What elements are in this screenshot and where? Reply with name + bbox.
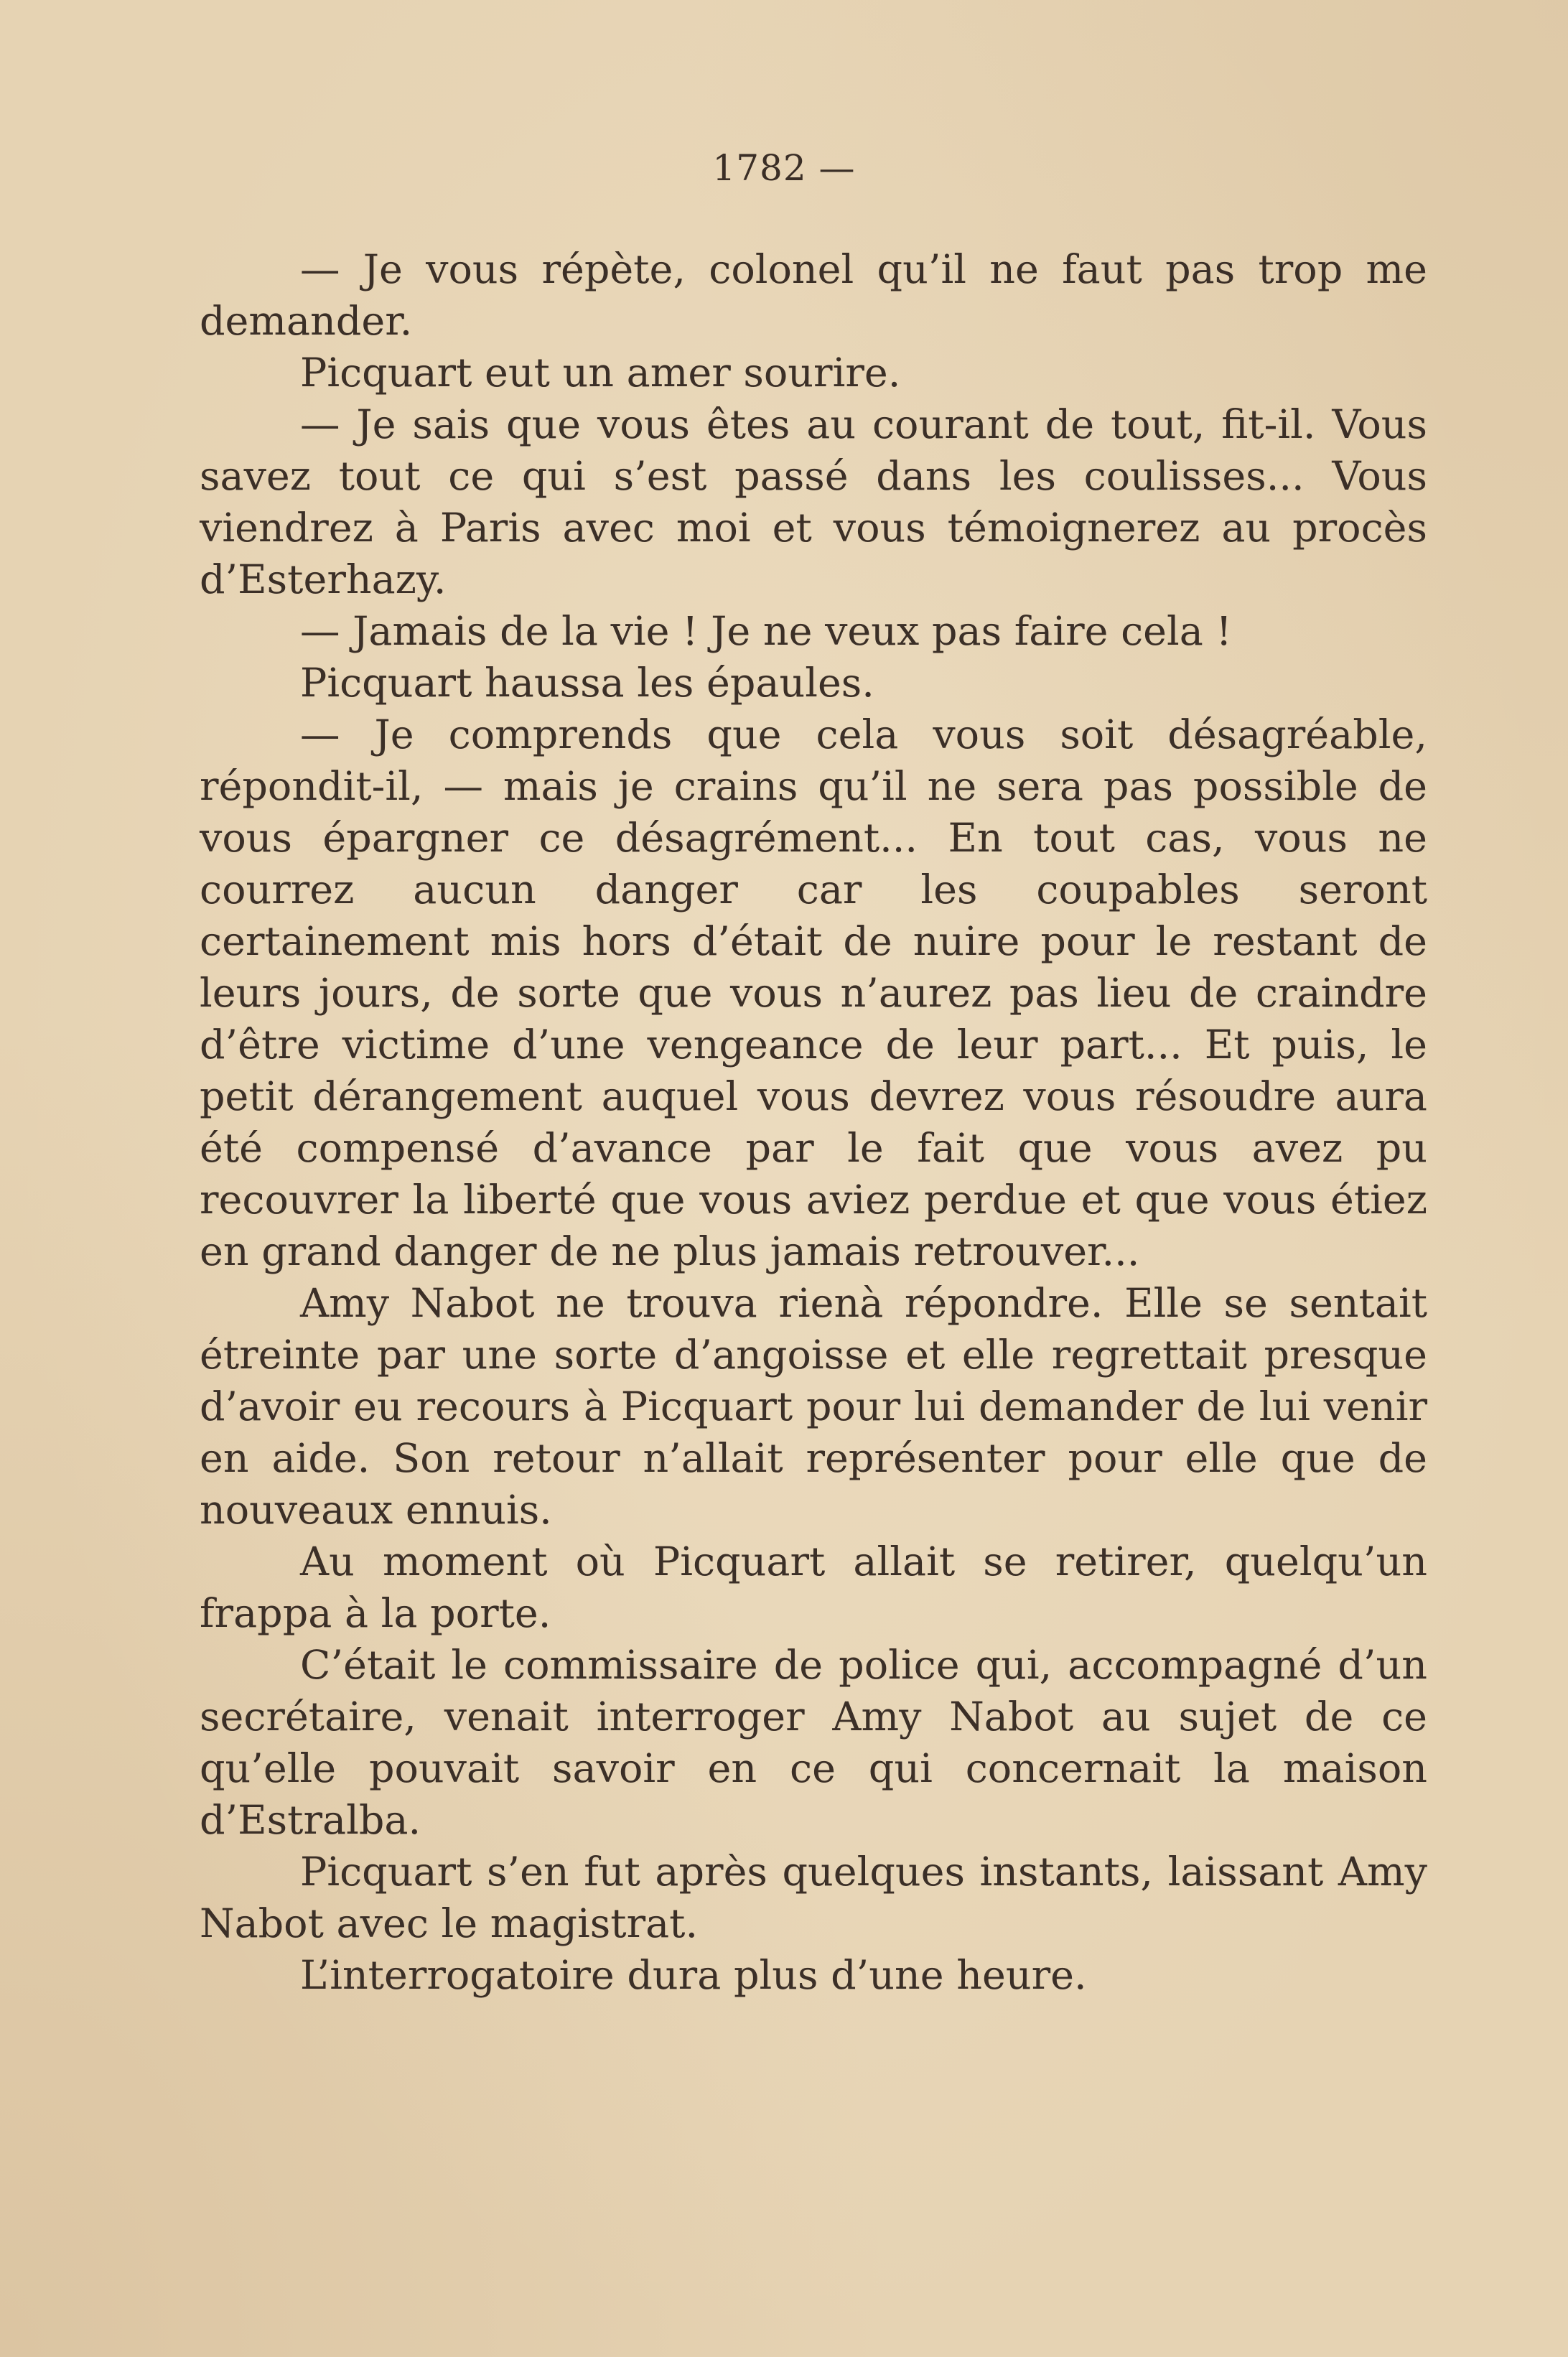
paragraph: — Jamais de la vie ! Je ne veux pas faire cela ! xyxy=(300,608,1232,655)
paragraph: — Je sais que vous êtes au courant de tout, fit-il. Vous savez tout ce qui s’est passé dans les coulisses... Vous viendrez à Paris avec moi et vous témoignerez au procès d’Esterhazy. xyxy=(200,401,1427,603)
page-number: 1782 — xyxy=(712,147,856,189)
paragraph: L’interrogatoire dura plus d’une heure. xyxy=(300,1952,1087,1999)
paragraph: Picquart haussa les épaules. xyxy=(300,660,874,706)
paragraph: Amy Nabot ne trouva rienà répondre. Elle se sentait étreinte par une sorte d’angoisse et elle regrettait presque d’avoir eu recours à Picquart pour lui demander de lui venir en aide. Son retour n’allait représenter pour elle que de nouveaux ennuis. xyxy=(200,1280,1427,1534)
paragraph: Picquart s’en fut après quelques instants, laissant Amy Nabot avec le magistrat. xyxy=(200,1849,1427,1947)
paragraph: C’était le commissaire de police qui, accompagné d’un secrétaire, venait interroger Amy Nabot au sujet de ce qu’elle pouvait savoir en ce qui concernait la maison d’Estralba. xyxy=(200,1642,1427,1844)
paragraph: Picquart eut un amer sourire. xyxy=(300,350,901,396)
paragraph: — Je vous répète, colonel qu’il ne faut pas trop me demander. xyxy=(200,246,1427,345)
paragraph: Au moment où Picquart allait se retirer, quelqu’un frappa à la porte. xyxy=(200,1539,1427,1637)
paragraph: — Je comprends que cela vous soit désagréable, répondit-il, — mais je crains qu’il ne sera pas possible de vous épargner ce désagrément... En tout cas, vous ne courrez aucun danger car les coupables seront certainement mis hors d’était de nuire pour le restant de leurs jours, de sorte que vous n’aurez pas lieu de craindre d’être victime d’une vengeance de leur part... Et puis, le petit dérangement auquel vous devrez vous résoudre aura été compensé d’avance par le fait que vous avez pu recouvrer la liberté que vous aviez perdue et que vous étiez en grand danger de ne plus jamais retrouver... xyxy=(200,711,1427,1275)
page-text xyxy=(200,244,1427,2002)
